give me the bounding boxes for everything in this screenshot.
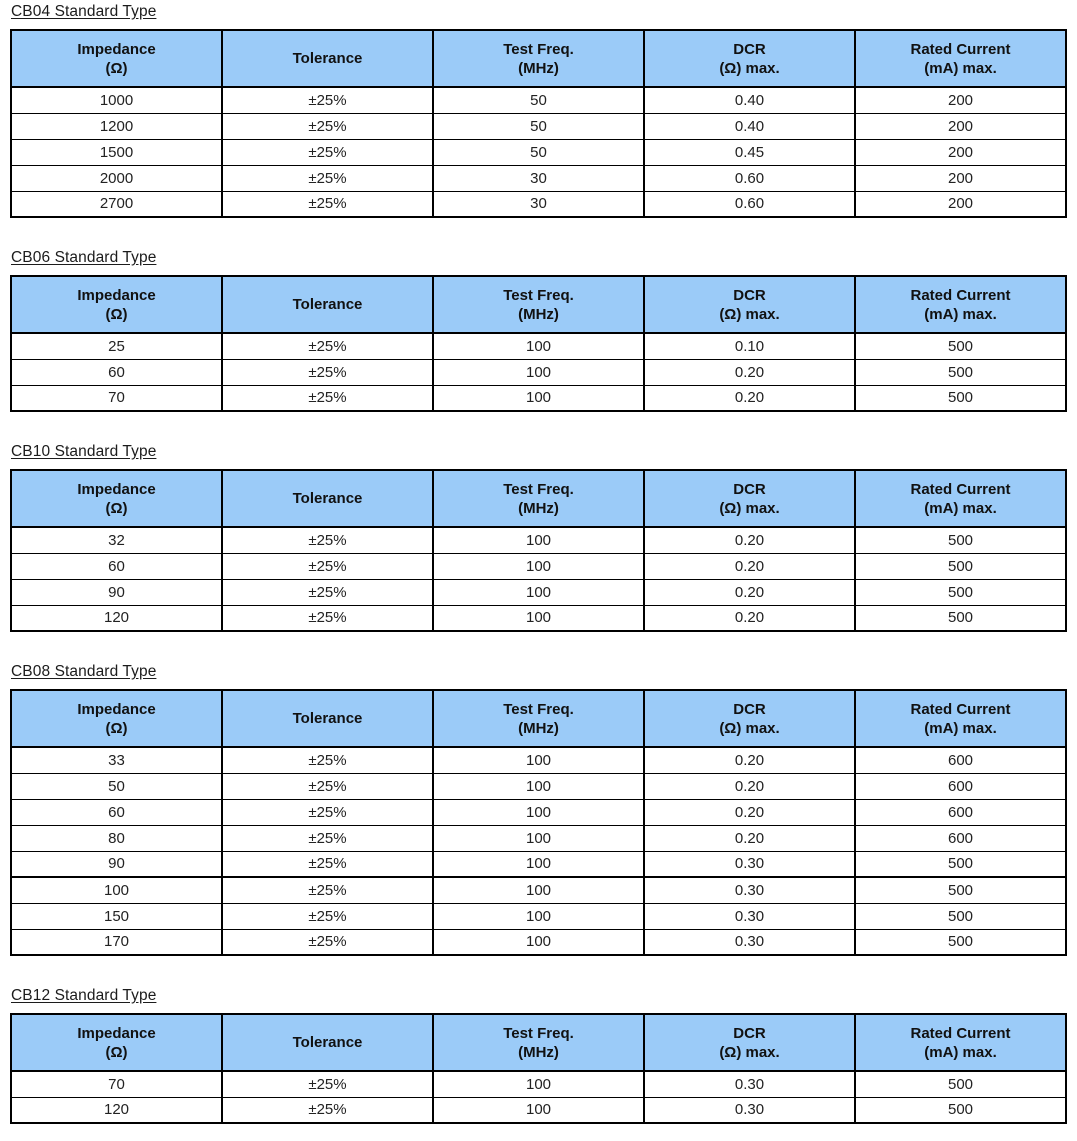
column-header	[222, 1014, 433, 1071]
header-row	[11, 30, 1066, 87]
table-cell: 0.40	[644, 113, 855, 139]
column-header-line1: Impedance	[77, 480, 156, 498]
column-header-line1: Impedance	[77, 700, 156, 718]
table-cell: 0.20	[644, 605, 855, 631]
table-cell: 100	[433, 877, 644, 903]
table-cell: 32	[11, 527, 222, 553]
table-cell: ±25%	[222, 929, 433, 955]
column-header-line2: (Ω)	[105, 305, 128, 323]
table-cell: 60	[11, 799, 222, 825]
column-header-line1: Rated Current	[910, 286, 1011, 304]
table-cell: 200	[855, 113, 1066, 139]
column-header-line2: (mA) max.	[924, 305, 997, 323]
column-header-line2: (Ω) max.	[719, 305, 780, 323]
table-row	[11, 113, 1066, 139]
column-header-line2: (mA) max.	[924, 59, 997, 77]
table-row	[11, 747, 1066, 773]
column-header	[855, 276, 1066, 333]
table-cell: ±25%	[222, 191, 433, 217]
table-cell: ±25%	[222, 825, 433, 851]
table-cell: 100	[433, 1071, 644, 1097]
column-header	[11, 470, 222, 527]
column-header	[433, 1014, 644, 1071]
header-row	[11, 470, 1066, 527]
table-cell: 0.30	[644, 903, 855, 929]
table-cell: 50	[433, 139, 644, 165]
table-cell: 0.20	[644, 799, 855, 825]
table-cell: ±25%	[222, 1097, 433, 1123]
table-cell: ±25%	[222, 1071, 433, 1097]
column-header-line2: (MHz)	[518, 1043, 559, 1061]
table-row	[11, 773, 1066, 799]
table-cell: ±25%	[222, 605, 433, 631]
column-header	[644, 470, 855, 527]
table-cell: 100	[11, 877, 222, 903]
spec-section	[10, 663, 1067, 956]
column-header-line1: Tolerance	[292, 490, 363, 507]
column-header	[433, 276, 644, 333]
table-header	[11, 276, 1066, 333]
table-cell: 30	[433, 165, 644, 191]
table-header	[11, 470, 1066, 527]
spec-table	[10, 689, 1067, 956]
column-header-line1: Rated Current	[910, 480, 1011, 498]
table-cell: 1200	[11, 113, 222, 139]
table-cell: ±25%	[222, 773, 433, 799]
column-header-line2: (Ω)	[105, 59, 128, 77]
column-header-line1: Tolerance	[292, 710, 363, 727]
column-header	[222, 690, 433, 747]
table-row	[11, 87, 1066, 113]
column-header-line1: DCR	[733, 40, 766, 58]
table-body	[11, 747, 1066, 955]
table-cell: 120	[11, 1097, 222, 1123]
column-header-line2: (mA) max.	[924, 1043, 997, 1061]
table-cell: 0.20	[644, 553, 855, 579]
table-cell: 60	[11, 553, 222, 579]
column-header-line1: Rated Current	[910, 700, 1011, 718]
column-header	[11, 1014, 222, 1071]
table-cell: 30	[433, 191, 644, 217]
table-cell: 100	[433, 527, 644, 553]
table-cell: 0.10	[644, 333, 855, 359]
column-header	[644, 1014, 855, 1071]
spec-section	[10, 249, 1067, 412]
table-cell: 50	[433, 113, 644, 139]
table-cell: 100	[433, 773, 644, 799]
column-header-line2: (Ω) max.	[719, 59, 780, 77]
column-header	[855, 690, 1066, 747]
spec-table	[10, 275, 1067, 412]
table-cell: 500	[855, 1097, 1066, 1123]
table-row	[11, 1071, 1066, 1097]
column-header-line2: (mA) max.	[924, 499, 997, 517]
column-header-line2: (MHz)	[518, 499, 559, 517]
table-cell: 500	[855, 929, 1066, 955]
table-cell: 500	[855, 333, 1066, 359]
table-title: CB04 Standard Type	[11, 3, 157, 20]
column-header	[11, 276, 222, 333]
table-cell: 500	[855, 553, 1066, 579]
column-header-line1: Tolerance	[292, 296, 363, 313]
table-title: CB12 Standard Type	[11, 987, 157, 1004]
column-header-line1: Impedance	[77, 286, 156, 304]
table-row	[11, 359, 1066, 385]
table-cell: 0.30	[644, 929, 855, 955]
table-cell: 200	[855, 87, 1066, 113]
spec-section	[10, 987, 1067, 1124]
table-cell: ±25%	[222, 87, 433, 113]
column-header	[433, 30, 644, 87]
table-cell: 100	[433, 385, 644, 411]
table-cell: 80	[11, 825, 222, 851]
table-row	[11, 191, 1066, 217]
table-cell: 0.20	[644, 385, 855, 411]
table-cell: 0.30	[644, 1071, 855, 1097]
table-cell: ±25%	[222, 139, 433, 165]
table-cell: ±25%	[222, 799, 433, 825]
column-header	[644, 276, 855, 333]
table-cell: 90	[11, 851, 222, 877]
table-row	[11, 385, 1066, 411]
table-row	[11, 553, 1066, 579]
column-header	[644, 30, 855, 87]
table-cell: 500	[855, 851, 1066, 877]
table-row	[11, 605, 1066, 631]
table-row	[11, 139, 1066, 165]
column-header	[855, 470, 1066, 527]
table-cell: 100	[433, 799, 644, 825]
table-cell: 0.45	[644, 139, 855, 165]
table-row	[11, 799, 1066, 825]
table-cell: 100	[433, 579, 644, 605]
table-cell: 600	[855, 773, 1066, 799]
spec-table	[10, 29, 1067, 218]
spec-table	[10, 1013, 1067, 1124]
table-cell: 0.20	[644, 527, 855, 553]
table-cell: 0.30	[644, 851, 855, 877]
table-cell: 500	[855, 1071, 1066, 1097]
table-row	[11, 851, 1066, 877]
column-header	[222, 470, 433, 527]
table-cell: 500	[855, 877, 1066, 903]
table-row	[11, 579, 1066, 605]
column-header-line2: (Ω)	[105, 719, 128, 737]
table-row	[11, 333, 1066, 359]
table-cell: ±25%	[222, 553, 433, 579]
table-cell: 0.30	[644, 1097, 855, 1123]
table-row	[11, 165, 1066, 191]
table-cell: 200	[855, 165, 1066, 191]
table-cell: ±25%	[222, 579, 433, 605]
table-cell: ±25%	[222, 333, 433, 359]
table-cell: 50	[433, 87, 644, 113]
table-body	[11, 527, 1066, 631]
table-cell: 500	[855, 903, 1066, 929]
table-body	[11, 333, 1066, 411]
table-cell: 100	[433, 359, 644, 385]
column-header-line2: (MHz)	[518, 719, 559, 737]
table-cell: ±25%	[222, 165, 433, 191]
table-cell: 170	[11, 929, 222, 955]
column-header-line1: Impedance	[77, 1024, 156, 1042]
table-cell: 100	[433, 825, 644, 851]
table-body	[11, 1071, 1066, 1123]
table-cell: 100	[433, 1097, 644, 1123]
column-header-line1: Test Freq.	[503, 1024, 574, 1042]
table-cell: ±25%	[222, 527, 433, 553]
table-cell: 0.20	[644, 359, 855, 385]
table-cell: 500	[855, 579, 1066, 605]
table-header	[11, 690, 1066, 747]
table-cell: 600	[855, 825, 1066, 851]
spec-section	[10, 3, 1067, 218]
column-header-line2: (Ω) max.	[719, 1043, 780, 1061]
table-cell: 0.30	[644, 877, 855, 903]
table-cell: ±25%	[222, 903, 433, 929]
table-cell: 70	[11, 1071, 222, 1097]
column-header-line1: DCR	[733, 480, 766, 498]
table-cell: 25	[11, 333, 222, 359]
table-cell: 2700	[11, 191, 222, 217]
table-cell: 100	[433, 333, 644, 359]
column-header	[11, 690, 222, 747]
column-header-line1: DCR	[733, 286, 766, 304]
table-body	[11, 87, 1066, 217]
table-cell: 2000	[11, 165, 222, 191]
header-row	[11, 1014, 1066, 1071]
spec-section	[10, 443, 1067, 632]
table-cell: ±25%	[222, 113, 433, 139]
column-header-line2: (Ω) max.	[719, 719, 780, 737]
table-row	[11, 877, 1066, 903]
column-header-line1: Test Freq.	[503, 286, 574, 304]
table-cell: 0.40	[644, 87, 855, 113]
table-cell: 120	[11, 605, 222, 631]
table-cell: 500	[855, 359, 1066, 385]
table-cell: 90	[11, 579, 222, 605]
column-header-line2: (Ω)	[105, 499, 128, 517]
column-header-line2: (Ω) max.	[719, 499, 780, 517]
table-row	[11, 1097, 1066, 1123]
column-header-line2: (MHz)	[518, 59, 559, 77]
table-cell: 60	[11, 359, 222, 385]
column-header	[222, 276, 433, 333]
table-row	[11, 903, 1066, 929]
table-cell: 0.60	[644, 191, 855, 217]
table-cell: 100	[433, 553, 644, 579]
table-cell: 500	[855, 385, 1066, 411]
spec-table	[10, 469, 1067, 632]
column-header-line1: Test Freq.	[503, 40, 574, 58]
table-cell: 100	[433, 851, 644, 877]
table-row	[11, 825, 1066, 851]
column-header	[855, 1014, 1066, 1071]
table-cell: 200	[855, 191, 1066, 217]
column-header-line2: (mA) max.	[924, 719, 997, 737]
table-title: CB08 Standard Type	[11, 663, 157, 680]
table-cell: ±25%	[222, 359, 433, 385]
table-cell: ±25%	[222, 877, 433, 903]
table-cell: 200	[855, 139, 1066, 165]
header-row	[11, 690, 1066, 747]
column-header-line1: Rated Current	[910, 40, 1011, 58]
column-header	[222, 30, 433, 87]
table-row	[11, 527, 1066, 553]
table-title: CB10 Standard Type	[11, 443, 157, 460]
table-cell: 33	[11, 747, 222, 773]
table-cell: 0.20	[644, 747, 855, 773]
table-cell: 100	[433, 605, 644, 631]
table-cell: ±25%	[222, 385, 433, 411]
table-cell: 70	[11, 385, 222, 411]
table-cell: 600	[855, 799, 1066, 825]
column-header-line1: Impedance	[77, 40, 156, 58]
table-cell: 500	[855, 527, 1066, 553]
table-row	[11, 929, 1066, 955]
column-header-line1: Tolerance	[292, 1034, 363, 1051]
column-header-line1: Tolerance	[292, 50, 363, 67]
column-header	[855, 30, 1066, 87]
table-cell: 100	[433, 903, 644, 929]
column-header-line1: Rated Current	[910, 1024, 1011, 1042]
table-cell: 1500	[11, 139, 222, 165]
table-cell: 0.20	[644, 773, 855, 799]
table-cell: 100	[433, 929, 644, 955]
table-cell: 50	[11, 773, 222, 799]
column-header-line1: Test Freq.	[503, 480, 574, 498]
column-header	[433, 470, 644, 527]
column-header	[11, 30, 222, 87]
table-cell: 0.60	[644, 165, 855, 191]
header-row	[11, 276, 1066, 333]
table-cell: ±25%	[222, 747, 433, 773]
table-cell: 0.20	[644, 579, 855, 605]
table-cell: 150	[11, 903, 222, 929]
table-cell: 1000	[11, 87, 222, 113]
table-cell: 600	[855, 747, 1066, 773]
table-cell: 500	[855, 605, 1066, 631]
table-title: CB06 Standard Type	[11, 249, 157, 266]
table-header	[11, 30, 1066, 87]
column-header-line2: (MHz)	[518, 305, 559, 323]
column-header-line1: DCR	[733, 1024, 766, 1042]
table-cell: 0.20	[644, 825, 855, 851]
column-header-line1: DCR	[733, 700, 766, 718]
table-cell: ±25%	[222, 851, 433, 877]
table-cell: 100	[433, 747, 644, 773]
column-header	[433, 690, 644, 747]
column-header-line1: Test Freq.	[503, 700, 574, 718]
column-header-line2: (Ω)	[105, 1043, 128, 1061]
table-header	[11, 1014, 1066, 1071]
column-header	[644, 690, 855, 747]
